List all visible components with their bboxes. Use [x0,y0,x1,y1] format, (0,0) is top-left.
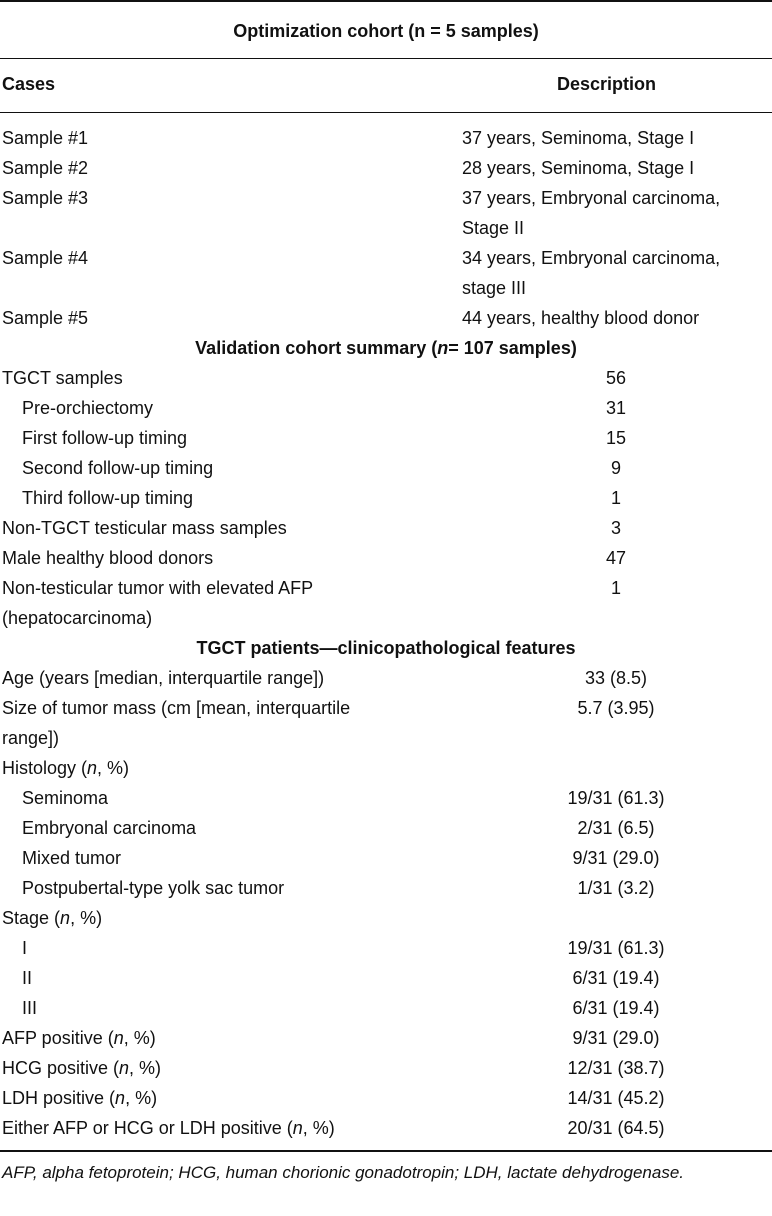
marker-value: 9/31 (29.0) [572,1028,660,1048]
marker-label [2,1057,161,1079]
validation-row-label: Pre-orchiectomy [22,398,154,418]
n-italic: n [113,1028,124,1048]
validation-row-label: Third follow-up timing [22,488,194,508]
histology-row-label: Embryonal carcinoma [22,818,197,838]
col-description-header: Description [557,74,657,94]
sample-description: 28 years, Seminoma, Stage I [462,158,695,178]
footnote: AFP, alpha fetoprotein; HCG, human chorionic gonadotropin; LDH, lactate dehydrogenase. [2,1163,684,1182]
histology-row-label: Mixed tumor [22,848,122,868]
validation-row-value: 9 [610,458,621,478]
marker-pre: HCG positive ( [2,1058,120,1078]
marker-post: , %) [123,1028,156,1048]
age-label: Age (years [median, interquartile range]) [2,668,325,688]
optimization-title: Optimization cohort (n = 5 samples) [233,21,539,41]
validation-row-value: 47 [605,548,627,568]
marker-label [2,1027,156,1049]
marker-post: , %) [125,1088,158,1108]
marker-pre: Either AFP or HCG or LDH positive ( [2,1118,293,1138]
marker-value: 14/31 (45.2) [567,1088,665,1108]
histology-row-label: Postpubertal-type yolk sac tumor [22,878,285,898]
size-label: range]) [2,728,60,748]
sample-case: Sample #2 [2,158,89,178]
size-label: Size of tumor mass (cm [mean, interquartile [2,698,351,718]
validation-title-n: n [437,338,449,358]
stage-label [2,907,102,929]
sample-description: 37 years, Seminoma, Stage I [462,128,695,148]
histology-row-value: 9/31 (29.0) [572,848,660,868]
validation-row-label: TGCT samples [2,368,123,388]
validation-row-value: 56 [605,368,627,388]
sample-description: 37 years, Embryonal carcinoma, [462,188,721,208]
stage-row-value: 19/31 (61.3) [567,938,665,958]
validation-row-value: 1 [610,488,621,508]
histology-pre: Histology ( [2,758,88,778]
sample-case: Sample #1 [2,128,89,148]
validation-row-label: Male healthy blood donors [2,548,214,568]
validation-row-label: Non-TGCT testicular mass samples [2,518,287,538]
top-rule [0,0,772,2]
validation-row-value: 3 [610,518,621,538]
col-cases-header: Cases [2,74,56,94]
marker-post: , %) [302,1118,335,1138]
validation-row-value: 31 [605,398,627,418]
bottom-rule [0,1150,772,1152]
sample-case: Sample #5 [2,308,89,328]
histology-label [2,757,129,779]
age-value: 33 (8.5) [584,668,648,688]
n-italic: n [119,1058,130,1078]
marker-pre: LDH positive ( [2,1088,116,1108]
n-italic: n [115,1088,126,1108]
clinical-title: TGCT patients—clinicopathological features [196,638,576,658]
sample-description: 44 years, healthy blood donor [462,308,700,328]
marker-value: 20/31 (64.5) [567,1118,665,1138]
validation-title-post: = 107 samples) [448,338,577,358]
stage-row-value: 6/31 (19.4) [572,968,660,988]
histology-row-value: 2/31 (6.5) [577,818,655,838]
stage-row-value: 6/31 (19.4) [572,998,660,1018]
validation-row-label: (hepatocarcinoma) [2,608,153,628]
validation-row-label: Second follow-up timing [22,458,214,478]
rule [0,112,772,113]
validation-title [0,337,772,359]
validation-row-label: First follow-up timing [22,428,188,448]
histology-row-label: Seminoma [22,788,109,808]
stage-pre: Stage ( [2,908,61,928]
size-value: 5.7 (3.95) [577,698,655,718]
sample-description: stage III [462,278,527,298]
histology-post: , %) [97,758,130,778]
stage-post: , %) [70,908,103,928]
validation-row-value: 1 [610,578,621,598]
marker-value: 12/31 (38.7) [567,1058,665,1078]
stage-row-label: III [22,998,38,1018]
marker-label [2,1087,157,1109]
n-italic: n [60,908,71,928]
histology-row-value: 19/31 (61.3) [567,788,665,808]
validation-row-label: Non-testicular tumor with elevated AFP [2,578,314,598]
rule [0,58,772,59]
marker-post: , %) [129,1058,162,1078]
histology-row-value: 1/31 (3.2) [577,878,655,898]
n-italic: n [292,1118,303,1138]
stage-row-label: II [22,968,33,988]
sample-case: Sample #4 [2,248,89,268]
sample-case: Sample #3 [2,188,89,208]
marker-pre: AFP positive ( [2,1028,114,1048]
stage-row-label: I [22,938,28,958]
sample-description: 34 years, Embryonal carcinoma, [462,248,721,268]
sample-description: Stage II [462,218,525,238]
validation-row-value: 15 [605,428,627,448]
n-italic: n [87,758,98,778]
marker-label [2,1117,335,1139]
validation-title-pre: Validation cohort summary ( [195,338,438,358]
